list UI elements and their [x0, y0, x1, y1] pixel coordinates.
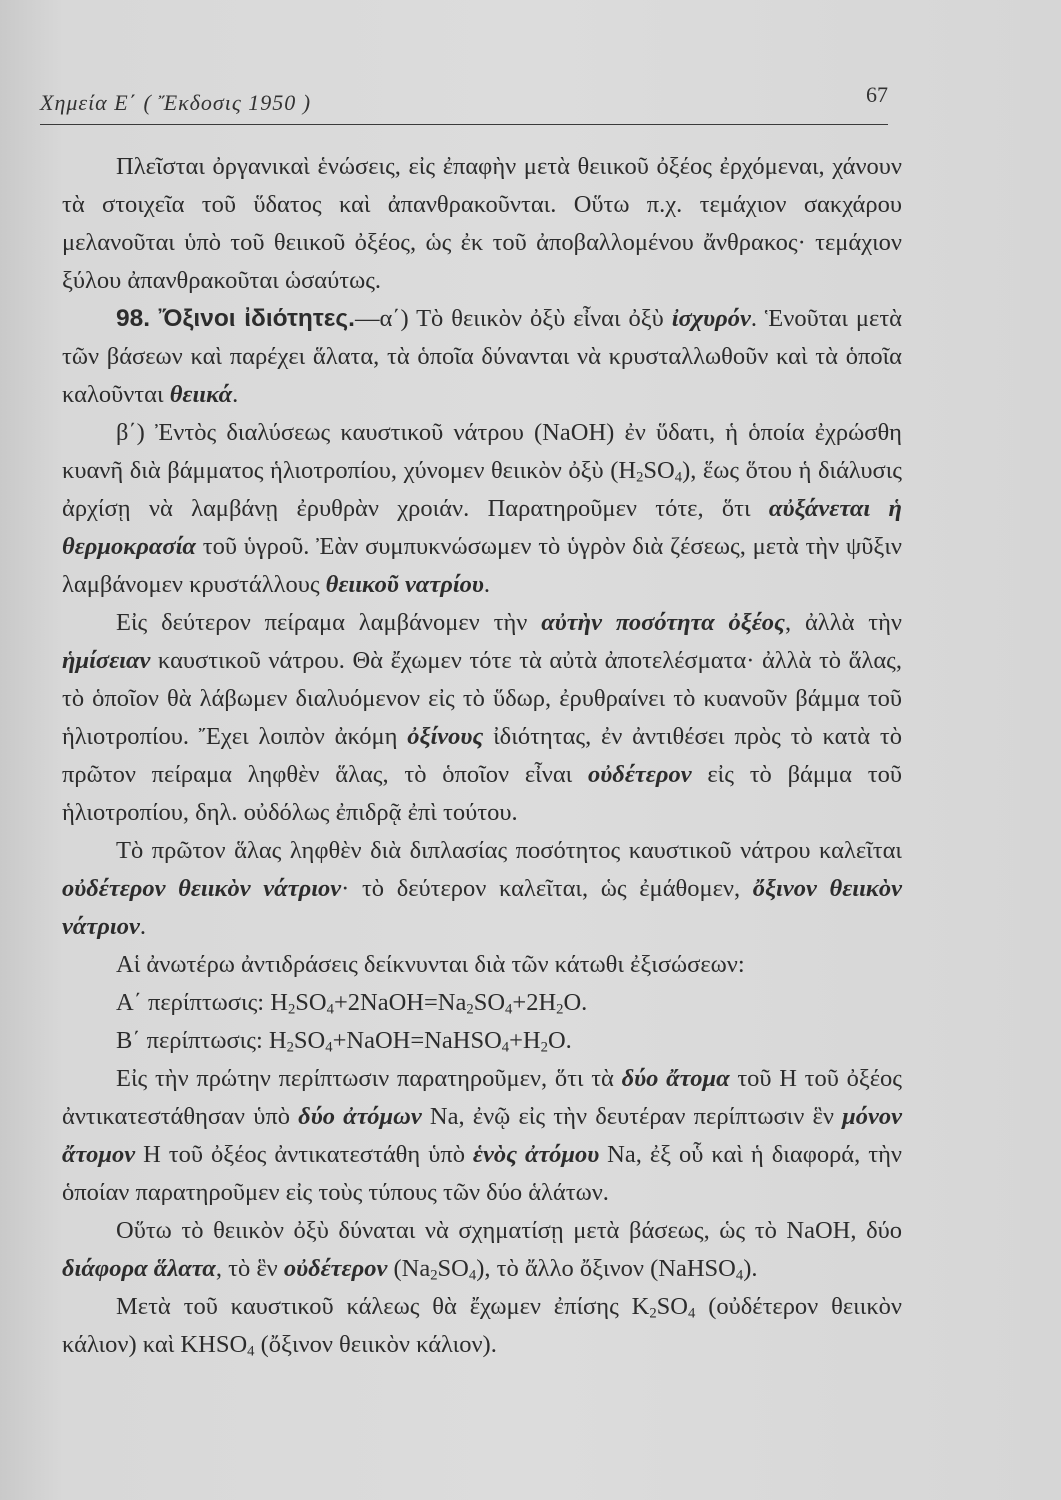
- page-header: [40, 82, 888, 125]
- section-98-paragraph: 98. Ὄξινοι ἰδιότητες.—α΄) Τὸ θειικὸν ὀξὺ εἶναι ὀξὺ ἰσχυρόν. Ἑνοῦται μετὰ τῶν βάσεων καὶ παρέχει ἅλατα, τὰ ὁποῖα δύνανται νὰ κρυσταλλωθοῦν καὶ τὰ ὁποῖα καλοῦνται θειικά.: [62, 305, 902, 408]
- paragraph-potassium: Μετὰ τοῦ καυστικοῦ κάλεως θὰ ἔχωμεν ἐπίσης $K_2SO_4$ (οὐδέτερον θειικὸν κάλιον) καὶ $KHSO_4$ (ὄξινον θειικὸν κάλιον).: [62, 1293, 902, 1360]
- paragraph-atoms: Εἰς τὴν πρώτην περίπτωσιν παρατηροῦμεν, ὅτι τὰ δύο ἄτομα τοῦ H τοῦ ὀξέος ἀντικατεστάθησαν ὑπὸ δύο ἀτόμων Na, ἐνῷ εἰς τὴν δευτέραν περίπτωσιν ἓν μόνον ἄτομον H τοῦ ὀξέος ἀντικατεστάθη ὑπὸ ἑνὸς ἀτόμου Na, ἐξ οὗ καὶ ἡ διαφορά, τὴν ὁποίαν παρατηροῦμεν εἰς τοὺς τύπους τῶν δύο ἁλάτων.: [62, 1065, 902, 1206]
- paragraph-equations-intro: Αἱ ἀνωτέρω ἀντιδράσεις δείκνυνται διὰ τῶν κάτωθι ἐξισώσεων:: [116, 951, 745, 978]
- equation-case-b: Β΄ περίπτωσις: $H_2SO_4+NaOH=NaHSO_4+H_2O$.: [116, 1027, 572, 1056]
- paragraph-organic-compounds: Πλεῖσται ὀργανικαὶ ἑνώσεις, εἰς ἐπαφὴν μετὰ θειικοῦ ὀξέος ἐρχόμεναι, χάνουν τὰ στοιχεῖα τοῦ ὕδατος καὶ ἀπανθρακοῦνται. Οὕτω π.χ. τεμάχιον σακχάρου μελανοῦται ὑπὸ τοῦ θειικοῦ ὀξέος, ὡς ἐκ τοῦ ἀποβαλλομένου ἄνθρακος· τεμάχιον ξύλου ἀπανθρακοῦται ὡσαύτως.: [62, 153, 902, 294]
- paragraph-second-experiment: Εἰς δεύτερον πείραμα λαμβάνομεν τὴν αὐτὴν ποσότητα ὀξέος, ἀλλὰ τὴν ἡμίσειαν καυστικοῦ νάτρου. Θὰ ἔχωμεν τότε τὰ αὐτὰ ἀποτελέσματα· ἀλλὰ τὸ ἅλας, τὸ ὁποῖον θὰ λάβωμεν διαλυόμενον εἰς τὸ ὕδωρ, ἐρυθραίνει τὸ κυανοῦν βάμμα τοῦ ἡλιοτροπίου. Ἔχει λοιπὸν ἀκόμη ὀξίνους ἰδιότητας, ἐν ἀντιθέσει πρὸς τὸ κατὰ τὸ πρῶτον πείραμα ληφθὲν ἅλας, τὸ ὁποῖον εἶναι οὐδέτερον εἰς τὸ βάμμα τοῦ ἡλιοτροπίου, δηλ. οὐδόλως ἐπιδρᾷ ἐπὶ τούτου.: [62, 609, 903, 826]
- equation-case-a: Α΄ περίπτωσις: $H_2SO_4+2NaOH=Na_2SO_4+2H_2O$.: [116, 989, 588, 1018]
- paragraph-two-salts: Οὕτω τὸ θειικὸν ὀξὺ δύναται νὰ σχηματίσῃ μετὰ βάσεως, ὡς τὸ NaOH, δύο διάφορα ἅλατα, τὸ ἓν οὐδέτερον $(Na_2SO_4)$, τὸ ἄλλο ὄξινον (NaHSO$_4$).: [62, 1217, 902, 1284]
- section-heading: 98. Ὄξινοι ἰδιότητες.: [116, 305, 355, 332]
- paragraph-b: β΄) Ἐντὸς διαλύσεως καυστικοῦ νάτρου (NaOH) ἐν ὕδατι, ἡ ὁποία ἐχρώσθη κυανῆ διὰ βάμματος ἡλιοτροπίου, χύνομεν θειικὸν ὀξὺ $(H_2SO_4)$, ἕως ὅτου ἡ διάλυσις ἀρχίσῃ νὰ λαμβάνῃ ἐρυθρὰν χροιάν. Παρατηροῦμεν τότε, ὅτι αὐξάνεται ἡ θερμοκρασία τοῦ ὑγροῦ. Ἐὰν συμπυκνώσωμεν τὸ ὑγρὸν διὰ ζέσεως, μετὰ τὴν ψῦξιν λαμβάνομεν κρυστάλλους θειικοῦ νατρίου.: [62, 419, 902, 598]
- page-body: [62, 148, 902, 1364]
- running-title: Χημεία Ε΄ ( Ἔκδοσις 1950 ): [40, 90, 312, 115]
- page-number: 67: [866, 82, 888, 107]
- paragraph-salt-names: Τὸ πρῶτον ἅλας ληφθὲν διὰ διπλασίας ποσότητος καυστικοῦ νάτρου καλεῖται οὐδέτερον θειικὸν νάτριον· τὸ δεύτερον καλεῖται, ὡς ἐμάθομεν, ὄξινον θειικὸν νάτριον.: [62, 837, 902, 940]
